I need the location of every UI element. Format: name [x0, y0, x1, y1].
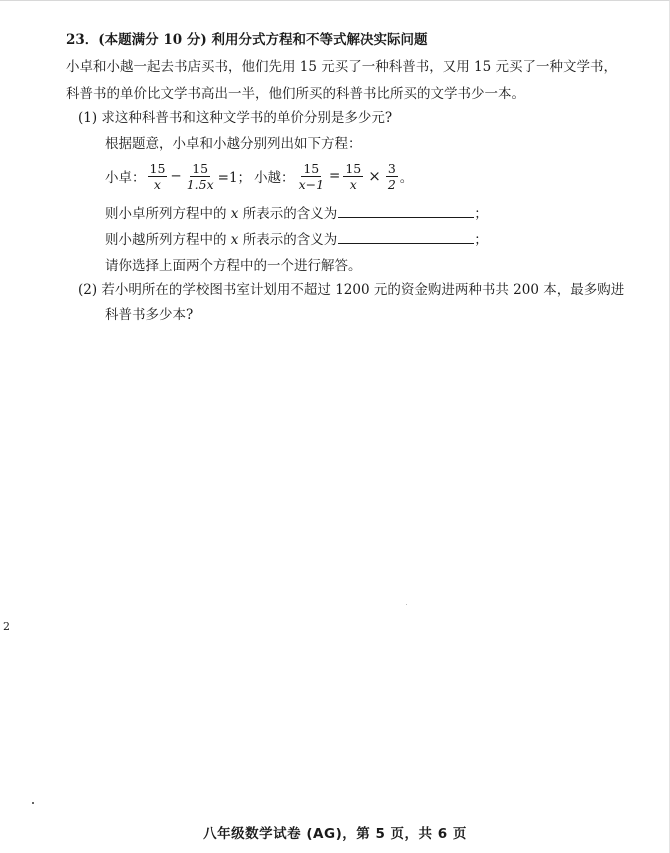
- margin-mark: 2: [3, 620, 10, 633]
- zhuo-answer-blank[interactable]: [338, 203, 474, 218]
- fraction-numerator: 15: [345, 160, 362, 176]
- variable-x: x: [230, 232, 239, 248]
- problem-intro-line-1: 小卓和小越一起去书店买书，他们先用 15 元买了一种科普书，又用 15 元买了一种文学书，: [66, 59, 618, 75]
- scan-speck: [406, 604, 407, 605]
- part2-question-line-1: (2) 若小明所在的学校图书室计划用不超过 1200 元的资金购进两种书共 200 本，最多购进: [78, 282, 625, 298]
- question-suffix: 所表示的含义为: [238, 232, 338, 248]
- question-prefix: 则小越所列方程中的: [105, 232, 231, 248]
- fraction-denominator: 2: [387, 176, 396, 192]
- yue-label: 小越：: [254, 170, 295, 186]
- zhuo-fraction-1: [148, 161, 168, 192]
- fraction-denominator: x: [349, 176, 357, 192]
- variable-x: x: [230, 206, 239, 222]
- fraction-numerator: 15: [192, 160, 209, 176]
- equals-sign: =: [329, 168, 341, 184]
- times-sign: ×: [368, 167, 381, 185]
- problem-intro-line-2: 科普书的单价比文学书高出一半，他们所买的科普书比所买的文学书少一本。: [66, 86, 525, 102]
- part2-question-line-2: 科普书多少本?: [105, 307, 194, 323]
- minus-sign: −: [170, 168, 182, 184]
- page-footer: 八年级数学试卷 (AG)，第 5 页，共 6 页: [203, 826, 467, 842]
- fraction-denominator: 1.5x: [186, 176, 214, 192]
- part1-instruction: 请你选择上面两个方程中的一个进行解答。: [105, 258, 362, 274]
- part1-analysis: 根据题意，小卓和小越分别列出如下方程：: [105, 136, 362, 152]
- fraction-denominator: x: [153, 176, 161, 192]
- zhuo-fraction-2: [185, 161, 216, 192]
- fraction-numerator: 15: [303, 160, 320, 176]
- equation-end: 。: [399, 170, 414, 186]
- zhuo-label: 小卓：: [105, 170, 146, 186]
- yue-answer-blank[interactable]: [338, 229, 474, 244]
- question-end: ；: [474, 232, 488, 248]
- part1-question: (1) 求这种科普书和这种文学书的单价分别是多少元?: [78, 110, 393, 126]
- fraction-denominator: x−1: [298, 176, 325, 192]
- yue-meaning-question: [105, 229, 488, 250]
- question-prefix: 则小卓所列方程中的: [105, 206, 231, 222]
- yue-fraction-3: [386, 161, 398, 192]
- question-suffix: 所表示的含义为: [238, 206, 338, 222]
- fraction-numerator: 3: [387, 160, 396, 176]
- fraction-numerator: 15: [149, 160, 166, 176]
- question-end: ；: [474, 206, 488, 222]
- scan-dot: [32, 802, 34, 804]
- yue-fraction-2: [343, 161, 363, 192]
- zhuo-meaning-question: [105, 203, 488, 224]
- yue-fraction-1: [297, 161, 326, 192]
- zhuo-rhs: =1；: [217, 170, 252, 186]
- equations-row: [105, 156, 413, 196]
- problem-title: 23．(本题满分 10 分) 利用分式方程和不等式解决实际问题: [66, 32, 428, 48]
